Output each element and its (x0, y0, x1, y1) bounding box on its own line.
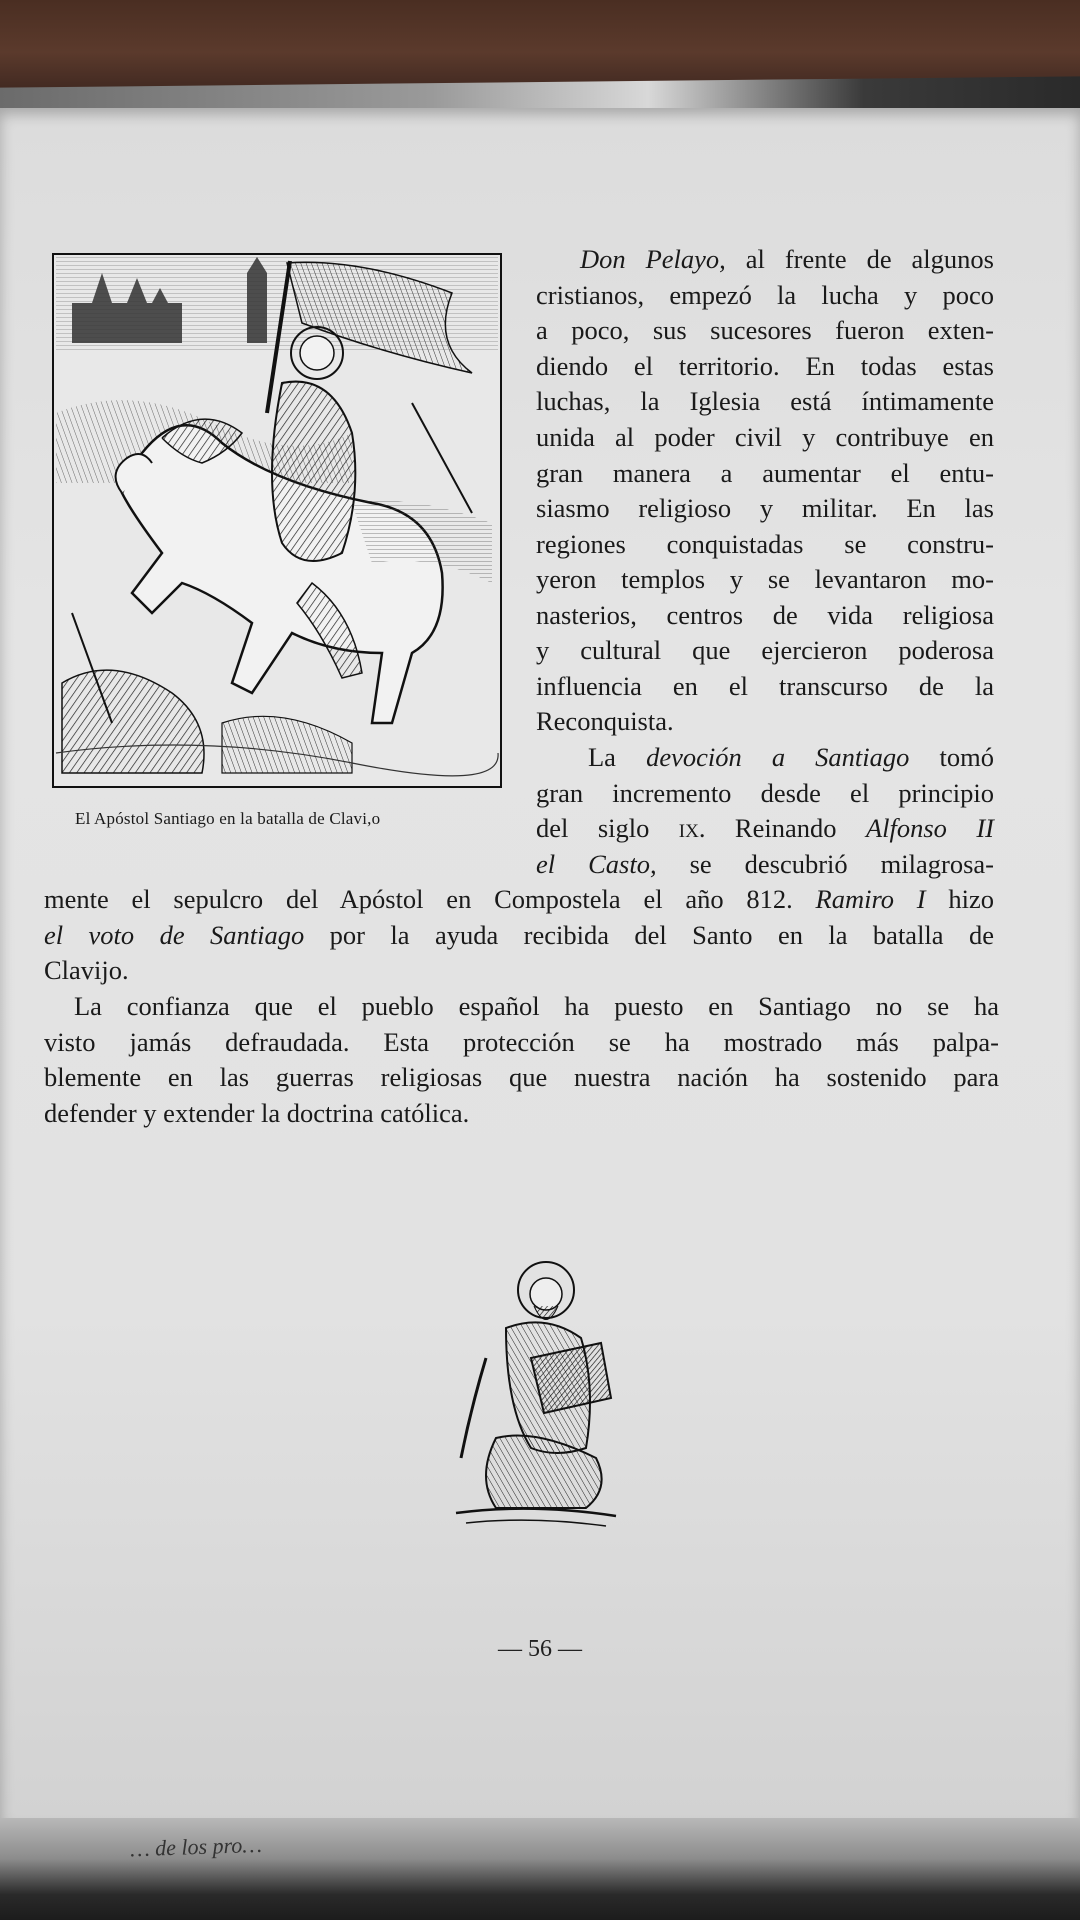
para1-line8: siasmo religioso y militar. En las (536, 493, 994, 523)
apostle-reading-engraving (436, 1258, 626, 1538)
para3-line1: La confianza que el pueblo español ha puesto en Santiago no se ha (74, 991, 999, 1021)
para2-line3: del siglo ix. Reinando Alfonso II (536, 813, 995, 843)
para1-line7: gran manera a aumentar el entu- (536, 458, 994, 488)
para2-line2: gran incremento desde el principio (536, 778, 994, 808)
para1-line11: nasterios, centros de vida religiosa (536, 600, 994, 630)
para1-line3: a poco, sus sucesores fueron exten- (536, 315, 994, 345)
page-number: — 56 — (498, 1636, 582, 1662)
para1-line13: influencia en el transcurso de la (536, 671, 994, 701)
para2-line1: La devoción a Santiago tomó (588, 742, 994, 772)
para1-line12: y cultural que ejercieron poderosa (536, 635, 994, 665)
handwritten-note: … de los pro… (129, 1831, 263, 1862)
para3-line2: visto jamás defraudada. Esta protección se ha mostrado más palpa- (44, 1027, 999, 1057)
para2-line7: Clavijo. (44, 955, 129, 985)
para1-line2: cristianos, empezó la lucha y poco (536, 280, 994, 310)
para1-line14: Reconquista. (536, 706, 674, 736)
para1-line9: regiones conquistadas se constru- (536, 529, 994, 559)
para1-line10: yeron templos y se levantaron mo- (536, 564, 994, 594)
para3-line4: defender y extender la doctrina católica. (44, 1098, 470, 1128)
para2-line4: el Casto, se descubrió milagrosa- (536, 849, 994, 879)
para2-line6: el voto de Santiago por la ayuda recibida del Santo en la batalla de (44, 920, 994, 950)
illustration-caption: El Apóstol Santiago en la batalla de Clavi,o (75, 809, 381, 828)
para3-line3: blemente en las guerras religiosas que nuestra nación ha sostenido para (44, 1062, 999, 1092)
santiago-battle-engraving (52, 253, 502, 788)
para1-line5: luchas, la Iglesia está íntimamente (536, 386, 994, 416)
page-edge-bottom (0, 1818, 1080, 1920)
para1-line1: Don Pelayo, al frente de algunos (580, 244, 994, 274)
para1-line4: diendo el territorio. En todas estas (536, 351, 994, 381)
para1-line6: unida al poder civil y contribuye en (536, 422, 994, 452)
caption-tail: ,o (367, 809, 381, 828)
para2-line5: mente el sepulcro del Apóstol en Compostela el año 812. Ramiro I hizo (44, 884, 995, 914)
